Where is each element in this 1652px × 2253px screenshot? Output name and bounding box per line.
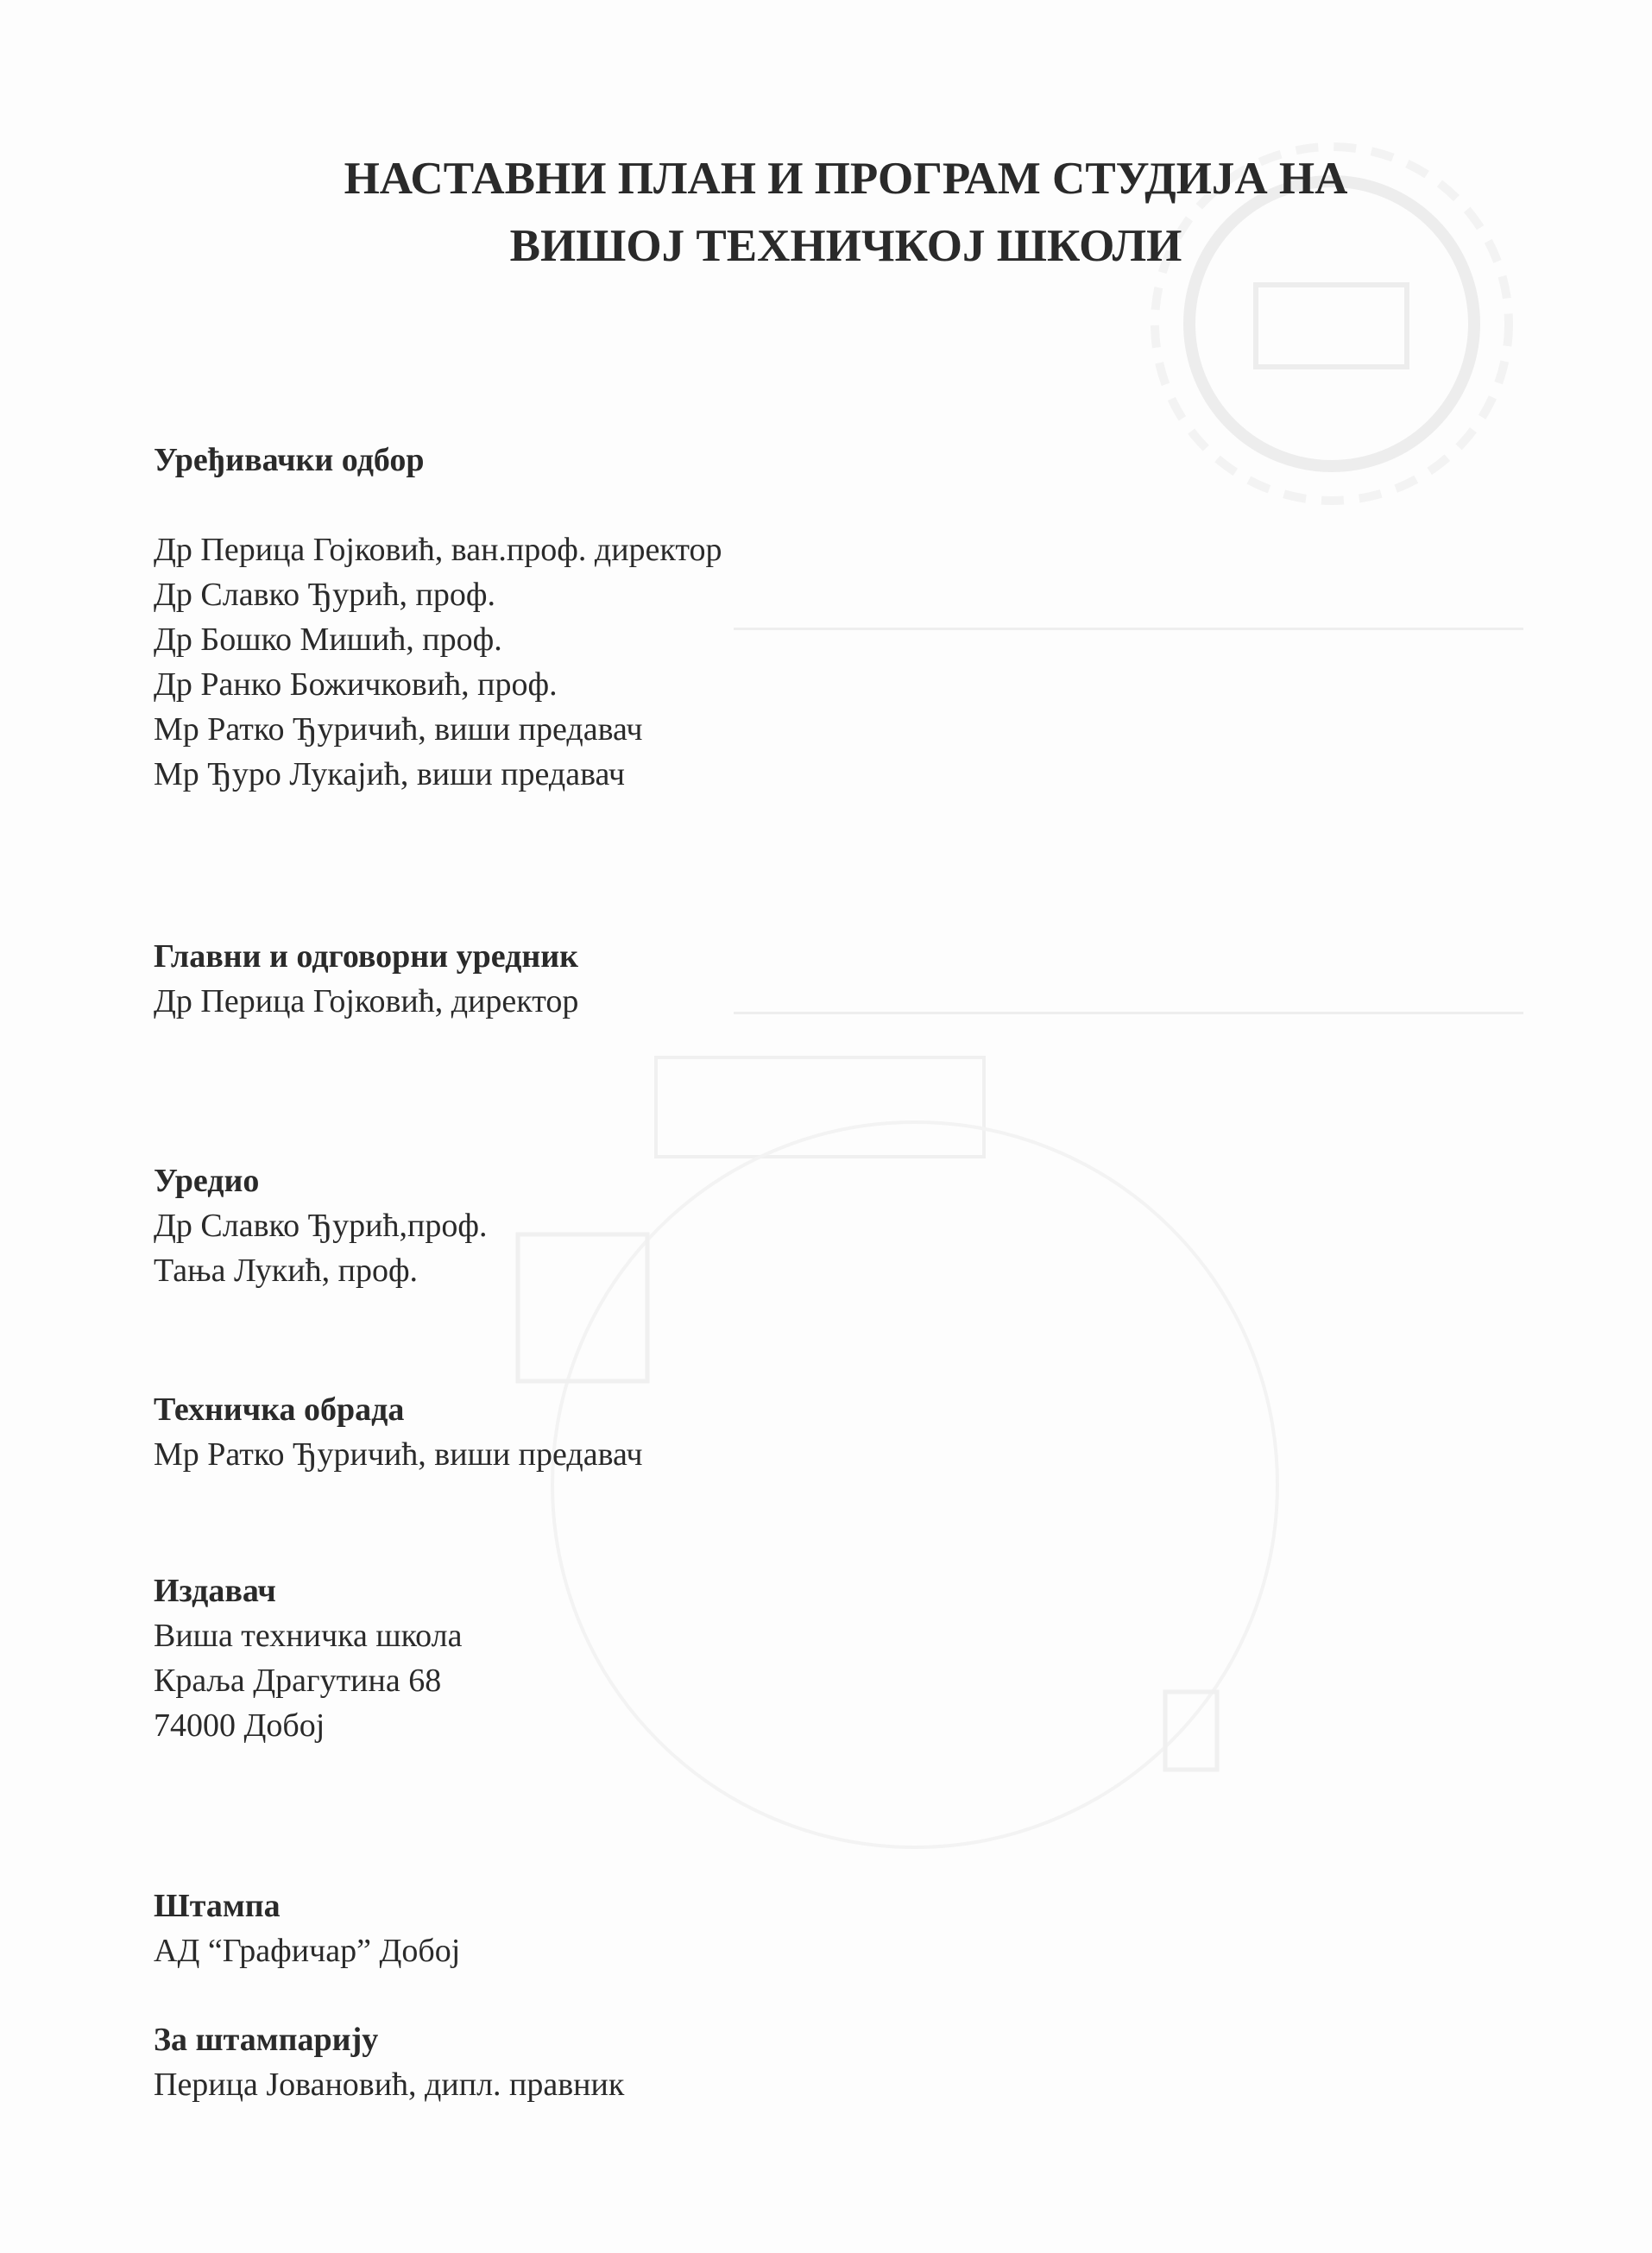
edited-by-name: Др Славко Ђурић,проф. <box>154 1208 488 1244</box>
editor-in-chief-section <box>154 934 578 1024</box>
document-title <box>0 145 1652 280</box>
editorial-board-section <box>154 438 722 797</box>
printing-house: АД “Графичар” Добој <box>154 1933 461 1969</box>
technical-processing-name: Мр Ратко Ђуричић, виши предавач <box>154 1436 643 1473</box>
editorial-board-member: Др Ранко Божичковић, проф. <box>154 666 558 703</box>
publisher-heading: Издавач <box>154 1573 276 1609</box>
ghost-rule-top <box>734 628 1523 630</box>
ghost-seal-box <box>1256 285 1407 367</box>
technical-processing-section <box>154 1387 642 1477</box>
printing-heading: Штампа <box>154 1888 281 1924</box>
publisher-city: 74000 Добој <box>154 1707 325 1744</box>
ghost-device-small <box>1165 1692 1217 1770</box>
for-printing-house-heading: За штампарију <box>154 2022 379 2058</box>
publisher-name: Виша техничка школа <box>154 1618 463 1654</box>
technical-processing-heading: Техничка обрада <box>154 1392 405 1428</box>
title-line-2: ВИШОЈ ТЕХНИЧКОЈ ШКОЛИ <box>509 221 1182 271</box>
spacer <box>154 483 722 527</box>
ghost-device <box>518 1234 647 1381</box>
editorial-board-member: Др Славко Ђурић, проф. <box>154 577 495 613</box>
ghost-rule-bottom <box>734 1012 1523 1014</box>
editorial-board-member: Др Бошко Мишић, проф. <box>154 622 502 658</box>
ghost-circle <box>552 1122 1277 1847</box>
editorial-board-member: Др Перица Гојковић, ван.проф. директор <box>154 532 722 568</box>
editor-in-chief-name: Др Перица Гојковић, директор <box>154 983 579 1019</box>
for-printing-house-name: Перица Јовановић, дипл. правник <box>154 2067 625 2103</box>
editor-in-chief-heading: Главни и одговорни уредник <box>154 938 578 975</box>
edited-by-heading: Уредио <box>154 1163 260 1199</box>
for-printing-house-section <box>154 2017 624 2107</box>
editorial-board-member: Мр Ратко Ђуричић, виши предавач <box>154 711 643 748</box>
editorial-board-member: Мр Ђуро Лукајић, виши предавач <box>154 756 626 792</box>
publisher-section <box>154 1568 462 1748</box>
publisher-street: Краља Драгутина 68 <box>154 1663 442 1699</box>
editorial-board-heading: Уређивачки одбор <box>154 442 425 478</box>
edited-by-name: Тања Лукић, проф. <box>154 1253 419 1289</box>
printing-section <box>154 1884 460 1973</box>
title-line-1: НАСТАВНИ ПЛАН И ПРОГРАМ СТУДИЈА НА <box>344 154 1348 204</box>
ghost-box <box>656 1057 984 1157</box>
edited-by-section <box>154 1158 487 1293</box>
